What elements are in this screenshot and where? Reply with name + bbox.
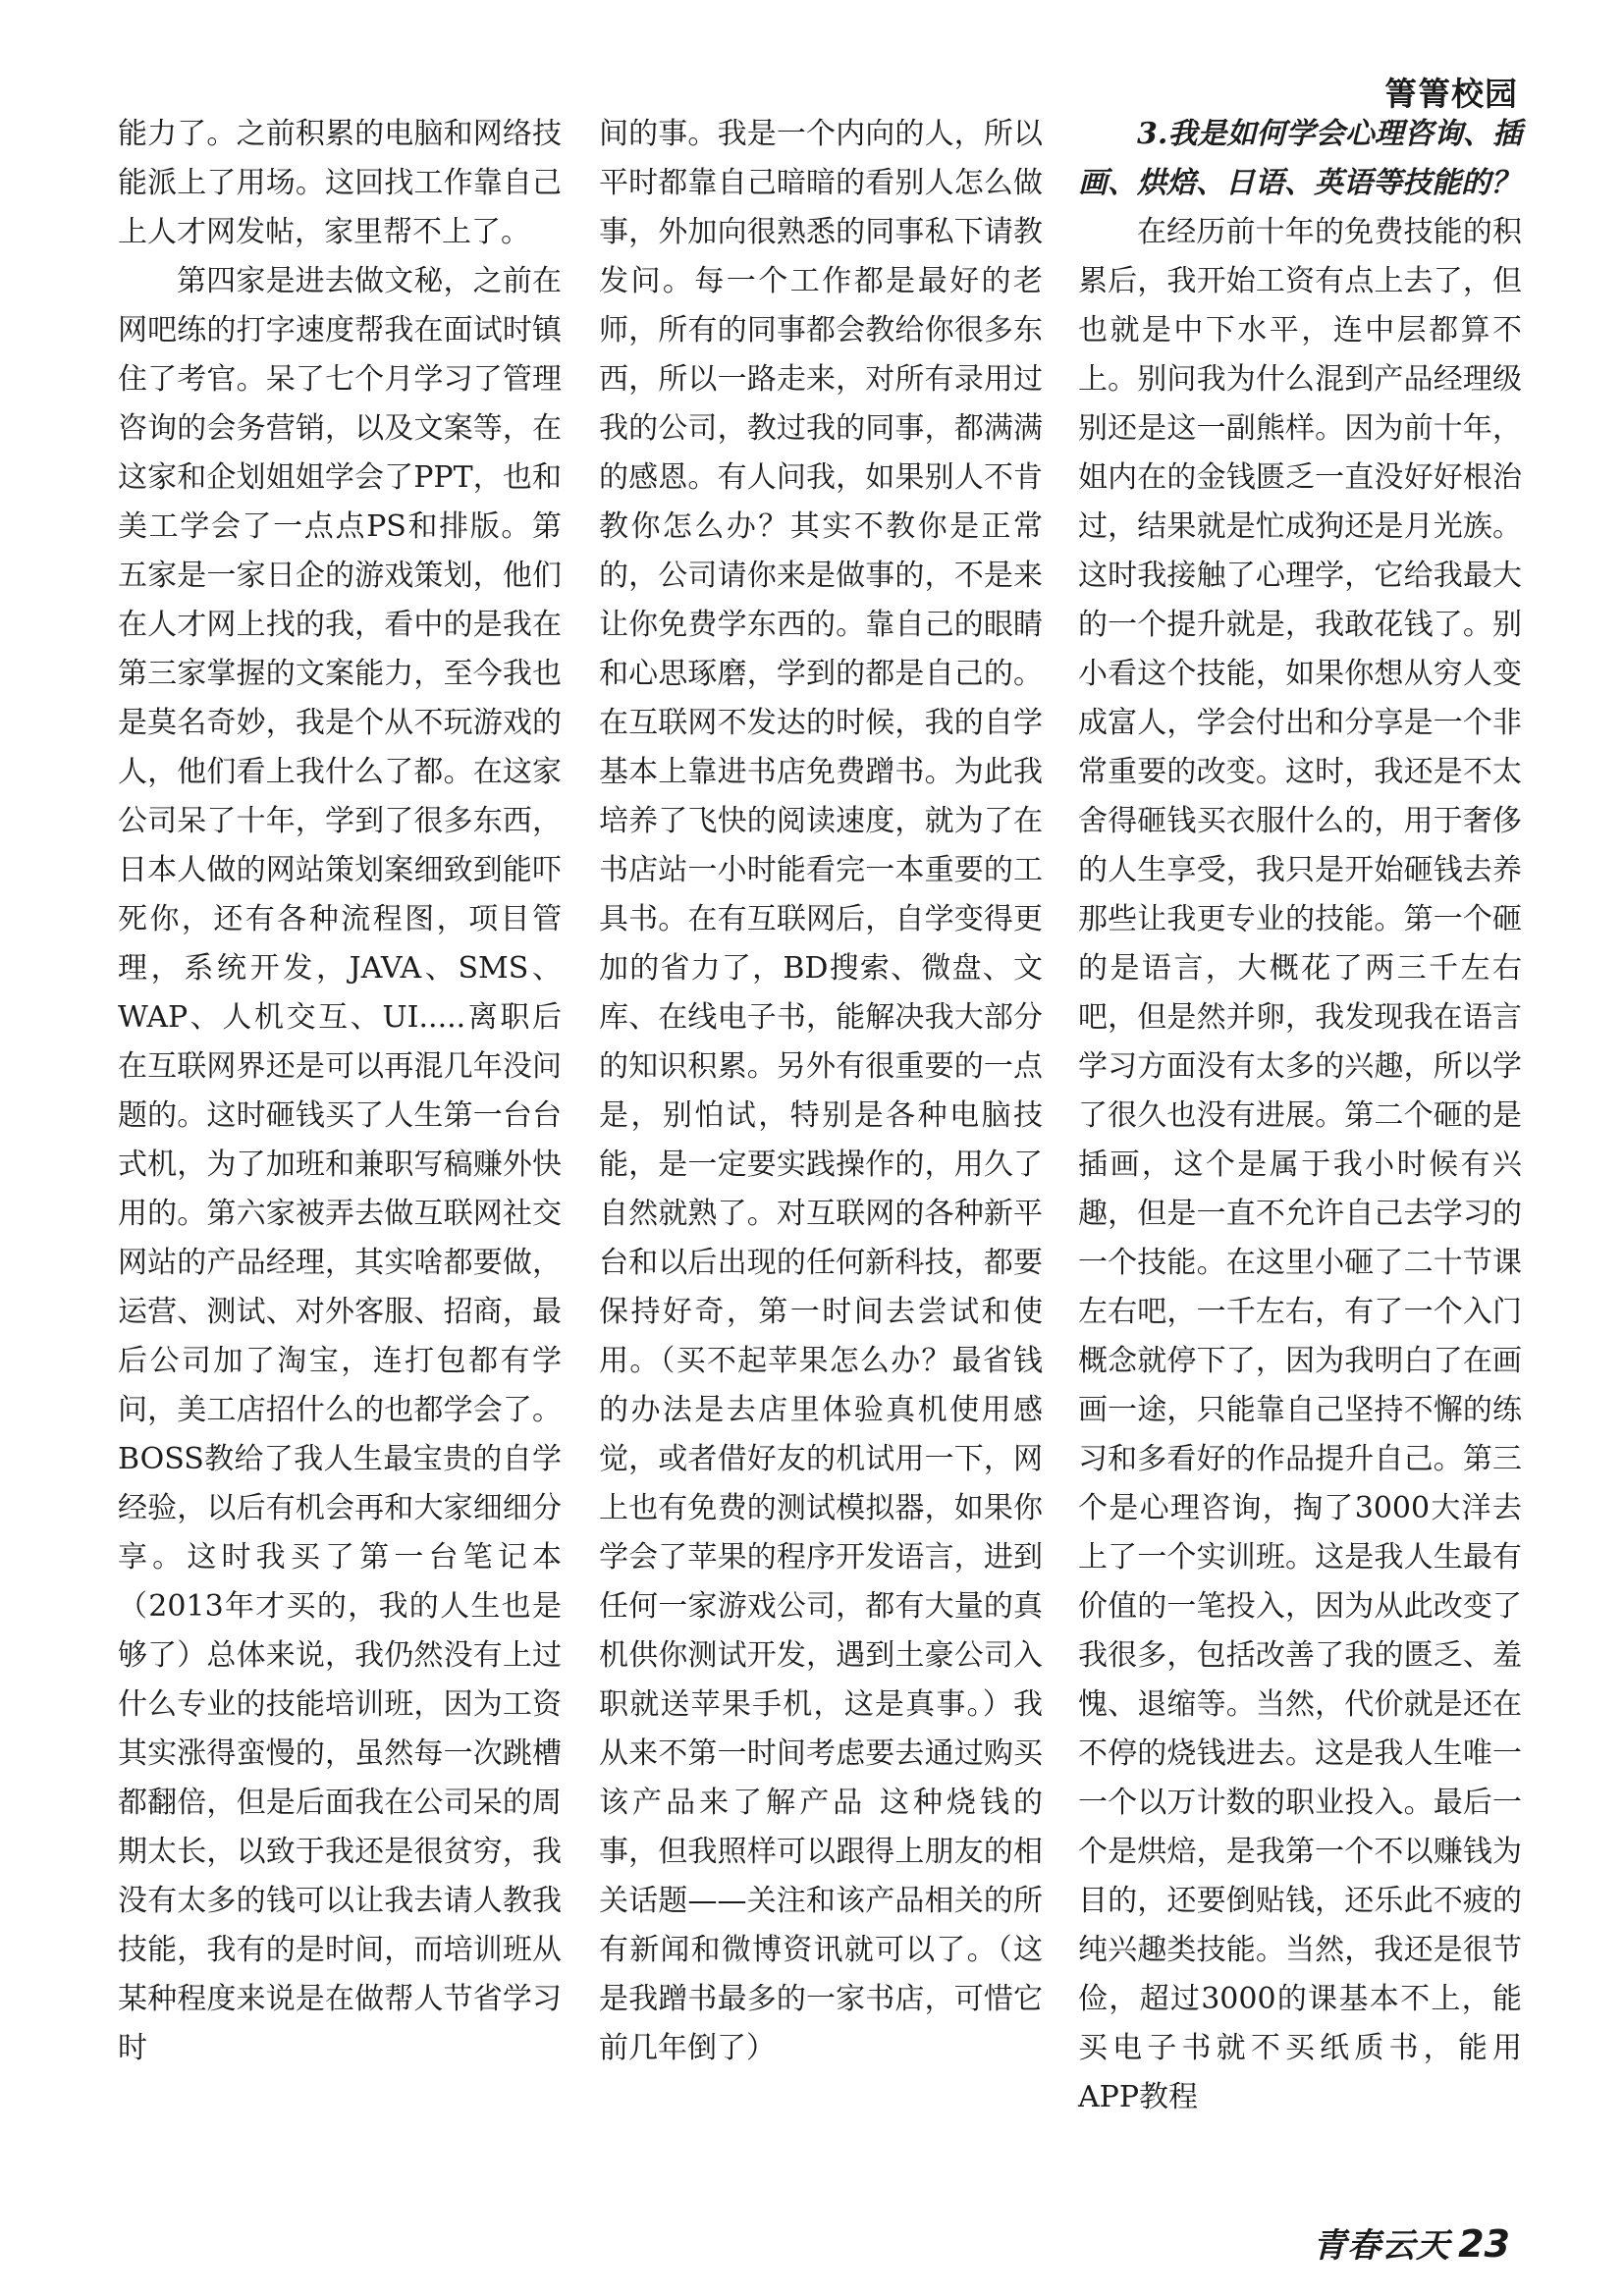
column-3 <box>1078 110 1522 2122</box>
page-number: 23 <box>1458 2222 1510 2266</box>
magazine-name: 青春云天 <box>1313 2226 1451 2266</box>
paragraph: 间的事。我是一个内向的人，所以平时都靠自己暗暗的看别人怎么做事，外加向很熟悉的同事私下请教发问。每一个工作都是最好的老师，所有的同事都会教给你很多东西，所以一路走来，对所有录用过我的公司，教过我的同事，都满满的感恩。有人问我，如果别人不肯教你怎么办？其实不教你是正常的，公司请你来是做事的，不是来让你免费学东西的。靠自己的眼睛和心思琢磨，学到的都是自己的。在互联网不发达的时候，我的自学基本上靠进书店免费蹭书。为此我培养了飞快的阅读速度，就为了在书店站一小时能看完一本重要的工具书。在有互联网后，自学变得更加的省力了，BD搜索、微盘、文库、在线电子书，能解决我大部分的知识积累。另外有很重要的一点是，别怕试，特别是各种电脑技能，是一定要实践操作的，用久了自然就熟了。对互联网的各种新平台和以后出现的任何新科技，都要保持好奇，第一时间去尝试和使用。（买不起苹果怎么办？最省钱的办法是去店里体验真机使用感觉，或者借好友的机试用一下，网上也有免费的测试模拟器，如果你学会了苹果的程序开发语言，进到任何一家游戏公司，都有大量的真机供你测试开发，遇到土豪公司入职就送苹果手机，这是真事。）我从来不第一时间考虑要去通过购买该产品来了解产品 这种烧钱的事，但我照样可以跟得上朋友的相关话题——关注和该产品相关的所有新闻和微博资讯就可以了。（这是我蹭书最多的一家书店，可惜它前几年倒了） <box>599 117 1043 2065</box>
paragraph: 在经历前十年的免费技能的积累后，我开始工资有点上去了，但也就是中下水平，连中层都算不上。别问我为什么混到产品经理级别还是这一副熊样。因为前十年，姐内在的金钱匮乏一直没好好根治过，结果就是忙成狗还是月光族。这时我接触了心理学，它给我最大的一个提升就是，我敢花钱了。别小看这个技能，如果你想从穷人变成富人，学会付出和分享是一个非常重要的改变。这时，我还是不太舍得砸钱买衣服什么的，用于奢侈的人生享受，我只是开始砸钱去养那些让我更专业的技能。第一个砸的是语言，大概花了两三千左右吧，但是然并卵，我发现我在语言学习方面没有太多的兴趣，所以学了很久也没有进展。第二个砸的是插画，这个是属于我小时候有兴趣，但是一直不允许自己去学习的一个技能。在这里小砸了二十节课左右吧，一千左右，有了一个入门概念就停下了，因为我明白了在画画一途，只能靠自己坚持不懈的练习和多看好的作品提升自己。第三个是心理咨询，掏了3000大洋去上了一个实训班。这是我人生最有价值的一笔投入，因为从此改变了我很多，包括改善了我的匮乏、羞愧、退缩等。当然，代价就是还在不停的烧钱进去。这是我人生唯一一个以万计数的职业投入。最后一个是烘焙，是我第一个不以赚钱为目的，还要倒贴钱，还乐此不疲的纯兴趣类技能。当然，我还是很节俭，超过3000的课基本不上，能买电子书就不买纸质书，能用APP教程 <box>1078 215 1522 2114</box>
section-heading: 3.我是如何学会心理咨询、插画、烘焙、日语、英语等技能的？ <box>1078 117 1522 200</box>
column-2 <box>599 110 1043 2073</box>
paragraph: 能力了。之前积累的电脑和网络技能派上了用场。这回找工作靠自己上人才网发帖，家里帮不上了。 <box>118 117 562 249</box>
section-title: 箐箐校园 <box>1384 75 1518 113</box>
paragraph: 第四家是进去做文秘，之前在网吧练的打字速度帮我在面试时镇住了考官。呆了七个月学习了管理咨询的会务营销，以及文案等，在这家和企划姐姐学会了PPT，也和美工学会了一点点PS和排版。第五家是一家日企的游戏策划，他们在人才网上找的我，看中的是我在第三家掌握的文案能力，至今我也是莫名奇妙，我是个从不玩游戏的人，他们看上我什么了都。在这家公司呆了十年，学到了很多东西，日本人做的网站策划案细致到能吓死你，还有各种流程图，项目管理，系统开发，JAVA、SMS、WAP、人机交互、UI.....离职后在互联网界还是可以再混几年没问题的。这时砸钱买了人生第一台台式机，为了加班和兼职写稿赚外快用的。第六家被弄去做互联网社交网站的产品经理，其实啥都要做，运营、测试、对外客服、招商，最后公司加了淘宝，连打包都有学问，美工店招什么的也都学会了。BOSS教给了我人生最宝贵的自学经验，以后有机会再和大家细细分享。这时我买了第一台笔记本（2013年才买的，我的人生也是够了）总体来说，我仍然没有上过什么专业的技能培训班，因为工资其实涨得蛮慢的，虽然每一次跳槽都翻倍，但是后面我在公司呆的周期太长，以致于我还是很贫穷，我没有太多的钱可以让我去请人教我技能，我有的是时间，而培训班从某种程度来说是在做帮人节省学习时 <box>118 264 562 2065</box>
column-1 <box>118 110 562 2073</box>
page-footer <box>1313 2218 1510 2267</box>
